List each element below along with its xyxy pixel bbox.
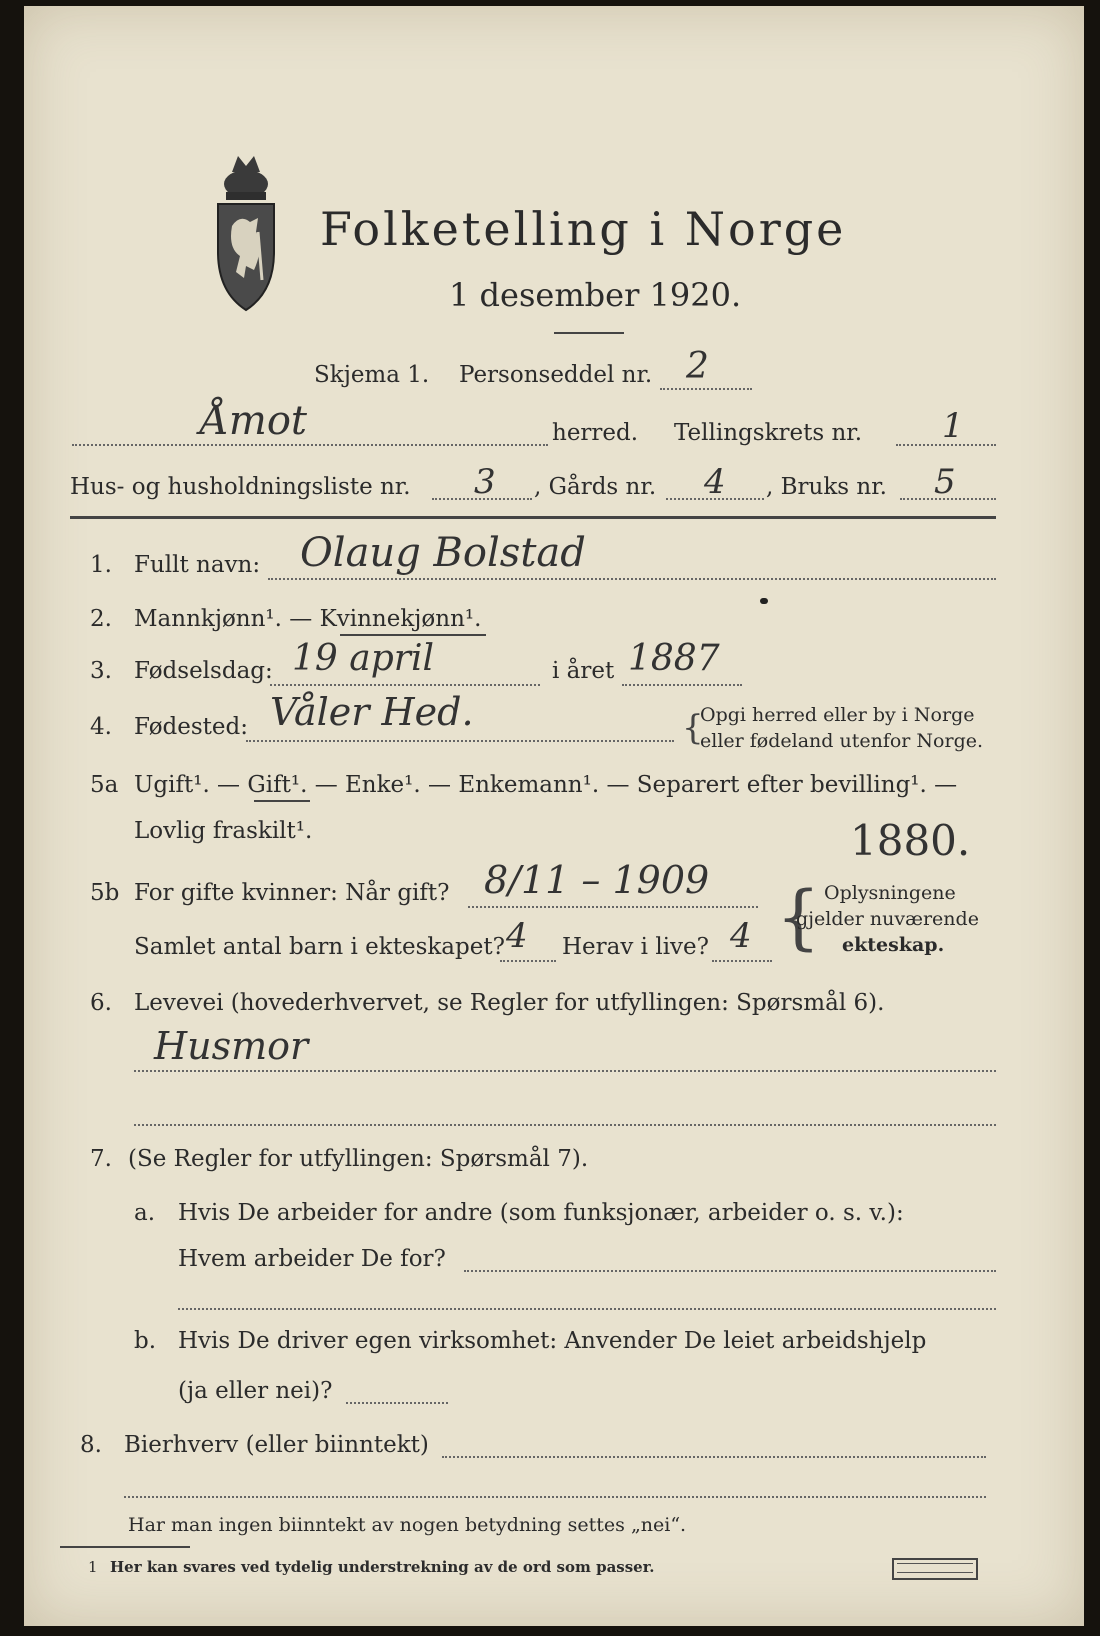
hus-label: Hus- og husholdningsliste nr. (70, 474, 411, 500)
margin-note: 1880. (850, 816, 971, 865)
q5a-line-1: Ugift¹. — Gift¹. — Enke¹. — Enkemann¹. — Separert efter bevilling¹. — (134, 772, 958, 798)
q6-line-1 (134, 1070, 996, 1072)
q7b-letter: b. (134, 1328, 157, 1354)
skjema-label: Skjema 1. (314, 362, 430, 388)
bruks-value: 5 (934, 462, 956, 502)
q4-value: Våler Hed. (270, 690, 474, 734)
census-form (24, 6, 1084, 1626)
bruks-label: , Bruks nr. (766, 474, 887, 500)
q7-label: (Se Regler for utfyllingen: Spørsmål 7). (128, 1146, 589, 1172)
q7-number: 7. (90, 1146, 112, 1172)
personseddel-label: Personseddel nr. (459, 362, 653, 388)
q1-number: 1. (90, 552, 112, 578)
q2-number: 2. (90, 606, 112, 632)
header-divider (70, 516, 996, 519)
q5b-value: 8/11 – 1909 (484, 858, 710, 902)
q8-number: 8. (80, 1432, 102, 1458)
q5b-live-line (712, 960, 772, 962)
q5b-note-3: ekteskap. (842, 934, 945, 956)
q2-label: Mannkjønn¹. — Kvinnekjønn¹. (134, 606, 482, 632)
personseddel-line (660, 388, 752, 390)
q5b-live-value: 4 (730, 916, 752, 956)
printer-stamp-inner (897, 1563, 973, 1573)
q2-underline (340, 634, 486, 636)
hus-value: 3 (474, 462, 496, 502)
footer-note: Har man ingen biinntekt av nogen betydning settes „nei“. (128, 1514, 687, 1536)
q4-label: Fødested: (134, 714, 249, 740)
q1-line (268, 578, 996, 580)
gards-value: 4 (704, 462, 726, 502)
q6-number: 6. (90, 990, 112, 1016)
herred-line (72, 444, 548, 446)
q7a-line (464, 1270, 996, 1272)
q8-line-2 (124, 1496, 986, 1498)
q1-label: Fullt navn: (134, 552, 261, 578)
q5a-line-2: Lovlig fraskilt¹. (134, 818, 313, 844)
q5a-number: 5a (90, 772, 119, 798)
q4-brace: { (682, 708, 704, 748)
q4-note-1: Opgi herred eller by i Norge (700, 704, 975, 726)
q5b-barn-label: Samlet antal barn i ekteskapet? (134, 934, 505, 960)
q3-year-label: i året (552, 658, 615, 684)
q3-year-line (622, 684, 742, 686)
footnote-text: Her kan svares ved tydelig understrekning av de ord som passer. (110, 1558, 655, 1576)
gards-label: , Gårds nr. (534, 474, 657, 500)
personseddel-value: 2 (686, 346, 709, 387)
tellingskrets-label: Tellingskrets nr. (674, 420, 863, 446)
q6-line-2 (134, 1124, 996, 1126)
q7a-line-2: Hvem arbeider De for? (178, 1246, 446, 1272)
q4-note-2: eller fødeland utenfor Norge. (700, 730, 984, 752)
q5b-number: 5b (90, 880, 120, 906)
title-rule (554, 332, 624, 334)
q6-label: Levevei (hovederhvervet, se Regler for utfyllingen: Spørsmål 6). (134, 990, 885, 1016)
q4-number: 4. (90, 714, 112, 740)
q7b-line (346, 1402, 448, 1404)
q5b-label: For gifte kvinner: Når gift? (134, 880, 450, 906)
q4-line (246, 740, 674, 742)
q5b-live-label: Herav i live? (562, 934, 709, 960)
herred-value: Åmot (200, 398, 307, 444)
q7b-line-2: (ja eller nei)? (178, 1378, 333, 1404)
q7a-letter: a. (134, 1200, 156, 1226)
q5b-brace: { (776, 876, 821, 958)
coat-of-arms-icon (210, 152, 282, 314)
q3-number: 3. (90, 658, 112, 684)
q7a-line-extra (178, 1308, 996, 1310)
q5b-barn-line (500, 960, 556, 962)
q6-value: Husmor (154, 1024, 309, 1068)
printer-stamp (892, 1558, 978, 1580)
q3-value: 19 april (292, 638, 434, 679)
q3-year-value: 1887 (628, 638, 720, 679)
q1-value: Olaug Bolstad (300, 530, 586, 576)
q8-line-1 (442, 1456, 986, 1458)
q5a-gift-underline (254, 800, 310, 802)
herred-label: herred. (552, 420, 639, 446)
q5b-note-1: Oplysningene (824, 882, 956, 904)
q7a-line-1: Hvis De arbeider for andre (som funksjonær, arbeider o. s. v.): (178, 1200, 904, 1226)
ink-dot (760, 598, 768, 604)
q7b-line-1: Hvis De driver egen virksomhet: Anvender De leiet arbeidshjelp (178, 1328, 927, 1354)
form-title: Folketelling i Norge (320, 202, 847, 256)
footnote-mark: 1 (88, 1558, 98, 1576)
q5b-barn-value: 4 (506, 916, 528, 956)
q5b-note-2: gjelder nuværende (796, 908, 979, 930)
footnote-rule (60, 1546, 190, 1548)
tellingskrets-value: 1 (942, 406, 964, 446)
form-subtitle: 1 desember 1920. (449, 276, 742, 314)
q5b-line (468, 906, 758, 908)
q8-label: Bierhverv (eller biinntekt) (124, 1432, 429, 1458)
q3-label: Fødselsdag: (134, 658, 273, 684)
q3-line (270, 684, 540, 686)
